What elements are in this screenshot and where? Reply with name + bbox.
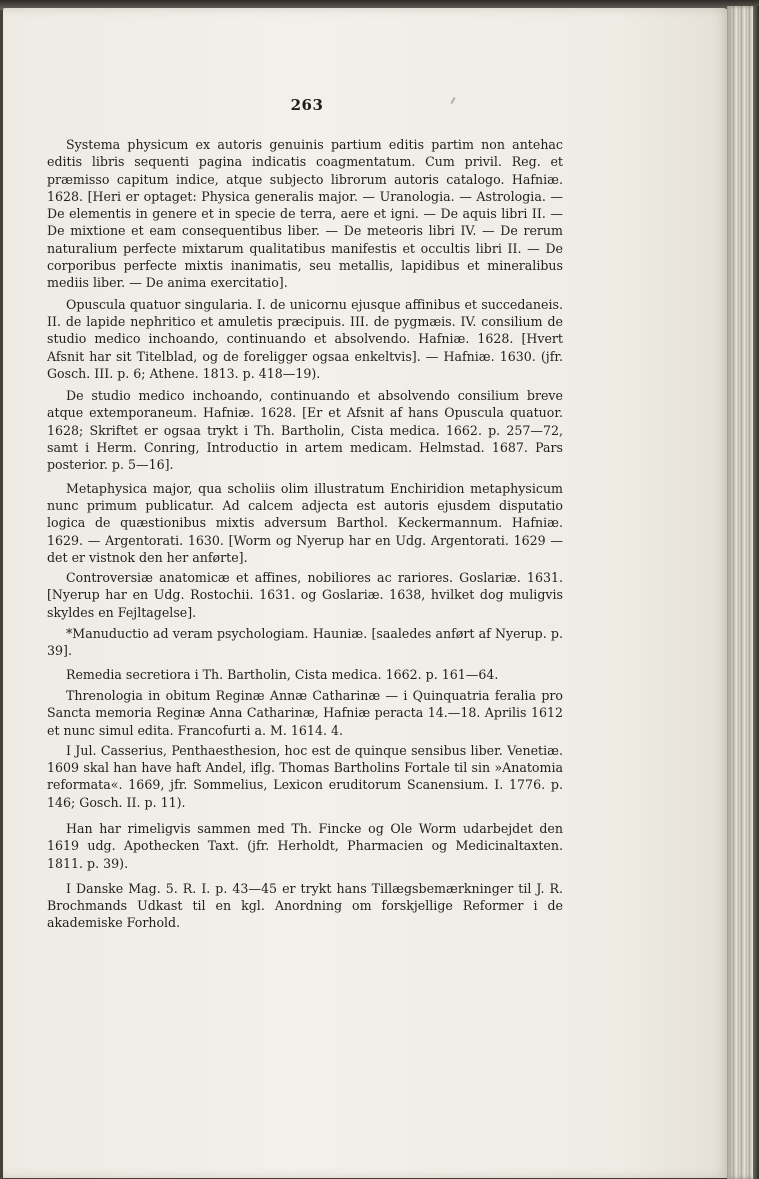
paragraph-opuscula: Opuscula quatuor singularia. I. de unicornu ejusque affinibus et succedaneis. II. de lapide nephritico et amuletis præcipuis. III. de pygmæis. IV. consilium de studio medico inchoando, continuando et absolvendo. Hafniæ. 1628. [Hvert Afsnit har sit Titelblad, og de foreligger ogsaa enkeltvis]. — Hafniæ. 1630. (jfr. Gosch. III. p. 6; Athene. 1813. p. 418—19).: [47, 296, 563, 381]
paragraph-casserius: I Jul. Casserius, Penthaesthesion, hoc est de quinque sensibus liber. Venetiæ. 1609 skal han have haft Andel, iflg. Thomas Bartholins Fortale til sin »Anatomia reformata«. 1669, jfr. Sommelius, Lexicon eruditorum Scanensium. I. 1776. p. 146; Gosch. II. p. 11).: [47, 742, 563, 810]
page-number: 263: [290, 96, 324, 114]
paragraph-apothecken-taxt: Han har rimeligvis sammen med Th. Fincke og Ole Worm udarbejdet den 1619 udg. Apothecken Taxt. (jfr. Herholdt, Pharmacien og Medicinaltaxten. 1811. p. 39).: [47, 820, 563, 871]
body-text: [47, 136, 563, 936]
paragraph-remedia: Remedia secretiora i Th. Bartholin, Cista medica. 1662. p. 161—64.: [66, 666, 499, 682]
book-page-edges: [727, 6, 759, 1179]
paragraph-manuductio: *Manuductio ad veram psychologiam. Hauniæ. [saaledes anført af Nyerup. p. 39].: [47, 626, 563, 659]
paragraph-threnologia: Threnologia in obitum Reginæ Annæ Catharinæ — i Quinquatria feralia pro Sancta memoria Reginæ Anna Catharinæ, Hafniæ peracta 14.—18. Aprilis 1612 et nunc simul edita. Francofurti a. M. 1614. 4.: [47, 687, 563, 738]
paragraph-systema-physicum: Systema physicum ex autoris genuinis partium editis partim non antehac editis libris sequenti pagina indicatis coagmentatum. Cum privil. Reg. et præmisso capitum indice, atque subjecto librorum autoris catalogo. Hafniæ. 1628. [Heri er optaget: Physica generalis major. — Uranologia. — Astrologia. — De elementis in genere et in specie de terra, aere et igni. — De aquis libri II. — De mixtione et eam consequentibus liber. — De meteoris libri IV. — De rerum naturalium perfecte mixtarum qualitatibus manifestis et occultis libri II. — De corporibus perfecte mixtis inanimatis, seu metallis, lapidibus et mineralibus mediis liber. — De anima exercitatio].: [47, 137, 563, 291]
paragraph-controversiae: Controversiæ anatomicæ et affines, nobiliores ac rariores. Goslariæ. 1631. [Nyerup har en Udg. Rostochii. 1631. og Goslariæ. 1638, hvilket dog muligvis skyldes en Fejltagelse].: [47, 570, 563, 620]
paragraph-de-studio-medico: De studio medico inchoando, continuando et absolvendo consilium breve atque extemporaneum. Hafniæ. 1628. [Er et Afsnit af hans Opuscula quatuor. 1628; Skriftet er ogsaa trykt i Th. Bartholin, Cista medica. 1662. p. 257—72, samt i Herm. Conring, Introductio in artem medicam. Helmstad. 1687. Pars posterior. p. 5—16].: [47, 388, 563, 473]
paragraph-danske-mag: I Danske Mag. 5. R. I. p. 43—45 er trykt hans Tillægsbemærkninger til J. R. Brochmands Udkast til en kgl. Anordning om forskjellige Reformer i de akademiske Forhold.: [47, 880, 563, 931]
paragraph-metaphysica-major: Metaphysica major, qua scholiis olim illustratum Enchiridion metaphysicum nunc primum publicatur. Ad calcem adjecta est autoris ejusdem disputatio logica de quæstionibus mixtis adversum Barthol. Keckermannum. Hafniæ. 1629. — Argentorati. 1630. [Worm og Nyerup har en Udg. Argentorati. 1629 — det er vistnok den her anførte].: [47, 480, 563, 565]
